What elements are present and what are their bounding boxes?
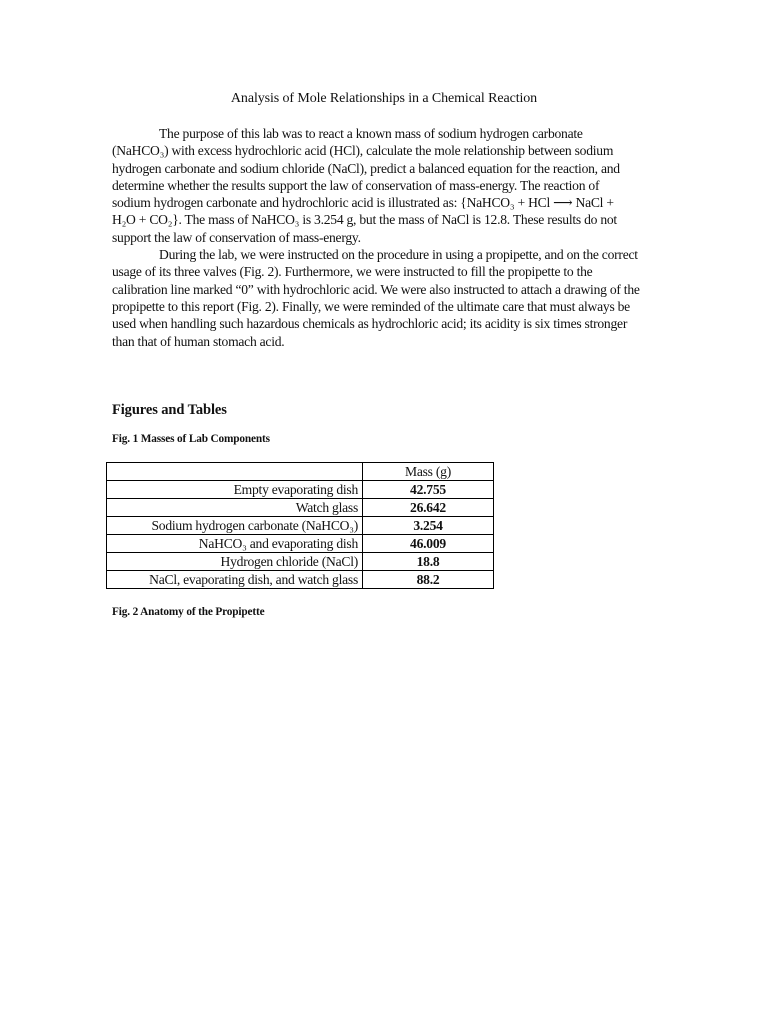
- figure-1-caption: Fig. 1 Masses of Lab Components: [112, 433, 270, 445]
- paragraph-1: The purpose of this lab was to react a known mass of sodium hydrogen carbonate (NaHCO₃) with excess hydrochloric acid (HCl), calculate the mole relationship between sodium hydrogen carbonate and sodium chloride (NaCl), predict a balanced equation for the reaction, and determine whether the results support the law of conservation of mass-energy. The reaction of sodium hydrogen carbonate and hydrochloric acid is illustrated as: {NaHCO₃ + HCl ⟶ NaCl + H₂O + CO₂}. The mass of NaHCO₃ is 3.254 g, but the mass of NaCl is 12.8. These results do not support the law of conservation of mass-energy.: [112, 126, 620, 245]
- table-row: [107, 553, 494, 571]
- table-header-mass: Mass (g): [363, 463, 494, 481]
- row-value: 18.8: [363, 553, 494, 571]
- figure-2-caption: Fig. 2 Anatomy of the Propipette: [112, 606, 265, 618]
- row-value: 26.642: [363, 499, 494, 517]
- row-label: Empty evaporating dish: [107, 481, 363, 499]
- table-header-label: [107, 463, 363, 481]
- masses-table: [106, 462, 494, 589]
- table-row: [107, 571, 494, 589]
- row-value: 46.009: [363, 535, 494, 553]
- row-label: NaHCO₃ and evaporating dish: [107, 535, 363, 553]
- table-row: [107, 535, 494, 553]
- document-title: Analysis of Mole Relationships in a Chemical Reaction: [230, 91, 538, 106]
- section-heading: Figures and Tables: [112, 402, 227, 418]
- row-value: 88.2: [363, 571, 494, 589]
- row-label: Sodium hydrogen carbonate (NaHCO₃): [107, 517, 363, 535]
- row-label: NaCl, evaporating dish, and watch glass: [107, 571, 363, 589]
- row-value: 3.254: [363, 517, 494, 535]
- table-row: [107, 499, 494, 517]
- table-header-row: [107, 463, 494, 481]
- document-body: [112, 125, 640, 350]
- table-row: [107, 517, 494, 535]
- row-label: Watch glass: [107, 499, 363, 517]
- paragraph-2: During the lab, we were instructed on the procedure in using a propipette, and on the correct usage of its three valves (Fig. 2). Furthermore, we were instructed to fill the propipette to the calibration line marked “0” with hydrochloric acid. We were also instructed to attach a drawing of the propipette to this report (Fig. 2). Finally, we were reminded of the ultimate care that must always be used when handling such hazardous chemicals as hydrochloric acid; its acidity is six times stronger than that of human stomach acid.: [112, 247, 640, 349]
- row-value: 42.755: [363, 481, 494, 499]
- row-label: Hydrogen chloride (NaCl): [107, 553, 363, 571]
- table-row: [107, 481, 494, 499]
